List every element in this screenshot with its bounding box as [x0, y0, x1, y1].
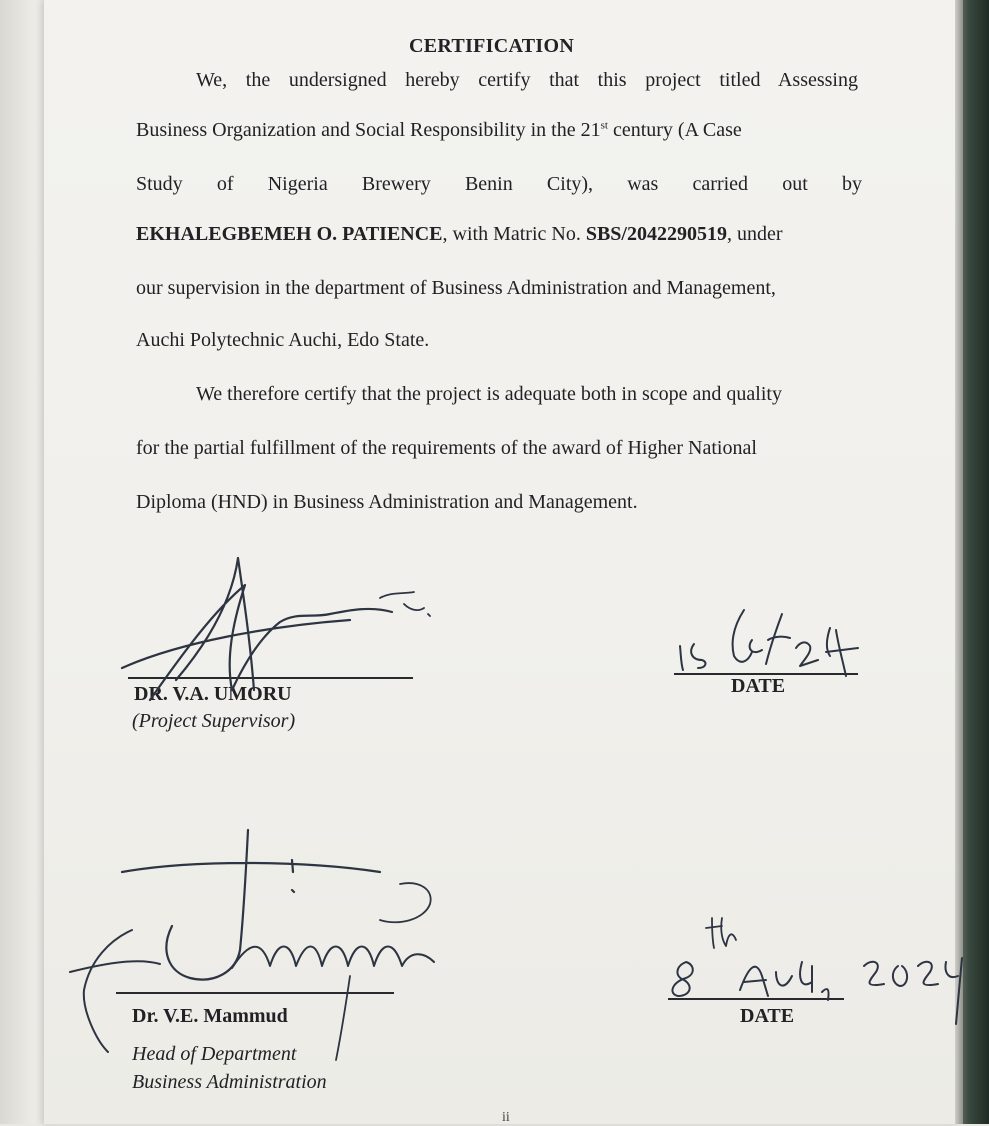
hod-date-handwriting	[672, 918, 962, 1024]
adequacy-line-3: Diploma (HND) in Business Administration and Management.	[136, 491, 638, 513]
supervisor-date-label: DATE	[731, 675, 786, 697]
page-title: CERTIFICATION	[409, 35, 575, 57]
certification-line-6: Auchi Polytechnic Auchi, Edo State.	[136, 329, 430, 351]
hod-role-line-2: Business Administration	[132, 1071, 327, 1093]
line-4-mid: , with Matric No.	[442, 223, 586, 245]
hod-name: Dr. V.E. Mammud	[132, 1005, 288, 1027]
page-number: ii	[502, 1110, 510, 1125]
line-2-text-end: century (A Case	[607, 119, 742, 141]
certification-line-3: Study of Nigeria Brewery Benin City), was carried out by	[136, 173, 862, 195]
student-name: EKHALEGBEMEH O. PATIENCE	[136, 223, 443, 245]
line-2-text: Business Organization and Social Responsibility in the 21	[136, 119, 601, 141]
supervisor-signature	[122, 558, 430, 700]
hod-signature	[70, 830, 434, 1060]
hod-role-line-1: Head of Department	[132, 1043, 297, 1065]
adequacy-line-2: for the partial fulfillment of the requirements of the award of Higher National	[136, 437, 757, 459]
superscript-st: st	[600, 119, 608, 132]
line-4-end: , under	[727, 223, 783, 245]
hod-date-label: DATE	[740, 1005, 795, 1027]
supervisor-role: (Project Supervisor)	[132, 710, 296, 732]
matric-number: SBS/2042290519	[585, 223, 727, 245]
certification-line-5: our supervision in the department of Business Administration and Management,	[136, 277, 776, 299]
supervisor-name: DR. V.A. UMORU	[134, 683, 292, 705]
adequacy-line-1: We therefore certify that the project is adequate both in scope and quality	[196, 383, 782, 405]
supervisor-date-handwriting	[680, 610, 858, 676]
certification-line-1: We, the undersigned hereby certify that this project titled Assessing	[196, 69, 858, 91]
